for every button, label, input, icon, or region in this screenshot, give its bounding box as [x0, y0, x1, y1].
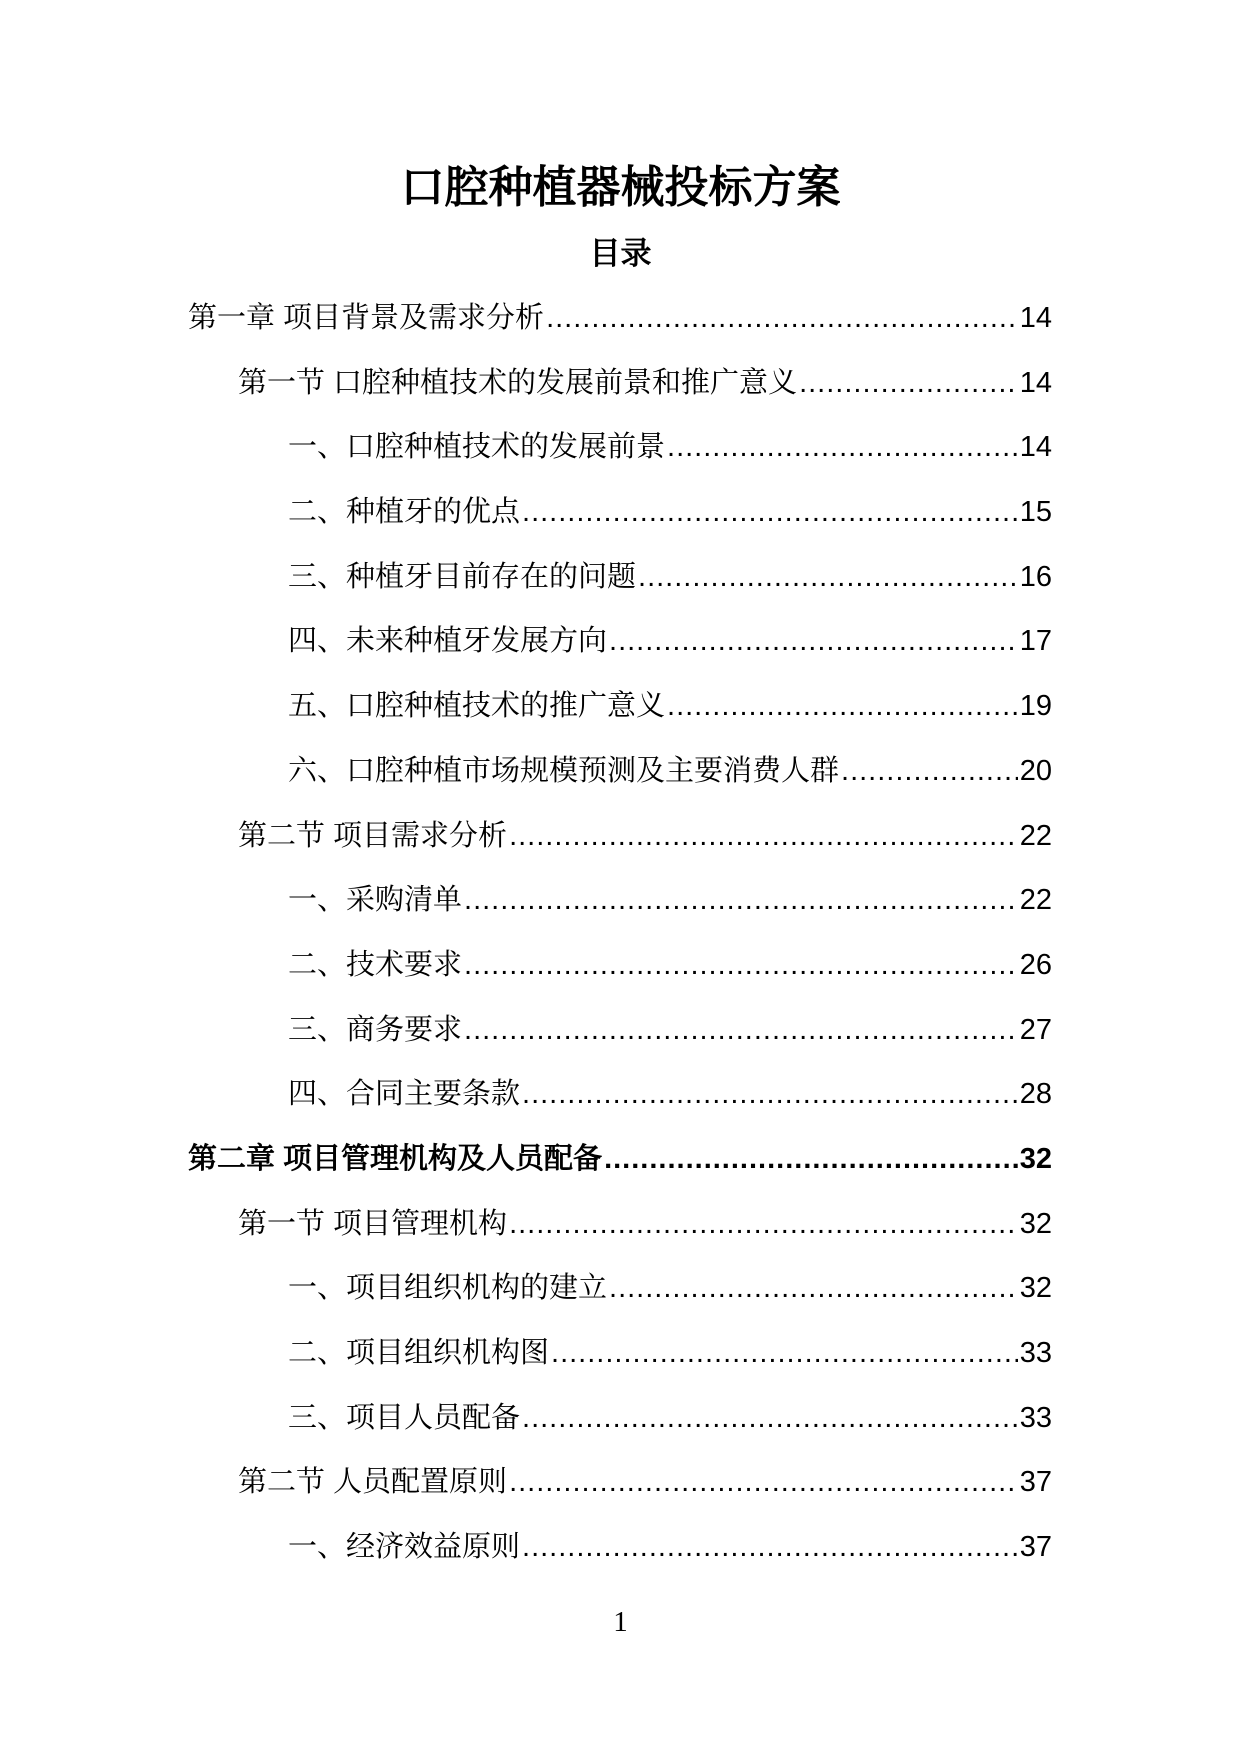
toc-entry-text: 二、技术要求 — [288, 948, 463, 981]
toc-entry-text: 四、未来种植牙发展方向 — [288, 625, 608, 658]
toc-entry-page: 26 — [1019, 948, 1052, 981]
toc-heading: 目录 — [589, 236, 652, 271]
toc-entry-page: 22 — [1019, 819, 1052, 852]
toc-entry[interactable] — [188, 363, 1052, 428]
toc-entry-page: 37 — [1019, 1466, 1052, 1499]
toc-entry[interactable] — [188, 880, 1052, 945]
toc-leader-dots — [546, 298, 1018, 338]
toc-entry[interactable] — [188, 945, 1052, 1010]
toc-entry[interactable] — [188, 427, 1052, 492]
toc-entry-page: 27 — [1019, 1013, 1052, 1046]
toc-entry[interactable] — [188, 1139, 1052, 1204]
toc-leader-dots — [509, 816, 1018, 856]
table-of-contents — [188, 298, 1052, 1592]
toc-entry-text: 第一节 项目管理机构 — [238, 1207, 508, 1240]
toc-leader-dots — [638, 557, 1018, 597]
toc-entry-page: 22 — [1019, 884, 1052, 917]
toc-entry-page: 14 — [1019, 302, 1052, 334]
toc-entry-page: 28 — [1019, 1078, 1052, 1111]
toc-entry[interactable] — [188, 492, 1052, 557]
toc-entry-page: 32 — [1019, 1207, 1052, 1240]
toc-leader-dots — [609, 1268, 1018, 1308]
toc-entry-text: 第二章 项目管理机构及人员配备 — [188, 1142, 603, 1175]
toc-entry-text: 一、采购清单 — [288, 884, 463, 917]
toc-entry-page: 17 — [1019, 625, 1052, 658]
toc-entry[interactable] — [188, 557, 1052, 622]
toc-entry-text: 五、口腔种植技术的推广意义 — [288, 690, 666, 723]
toc-entry-page: 14 — [1019, 431, 1052, 464]
toc-entry[interactable] — [188, 621, 1052, 686]
toc-leader-dots — [522, 1398, 1018, 1438]
toc-entry[interactable] — [188, 1204, 1052, 1269]
toc-entry-text: 第一章 项目背景及需求分析 — [188, 302, 545, 334]
toc-leader-dots — [667, 686, 1018, 726]
toc-entry-page: 15 — [1019, 496, 1052, 529]
toc-leader-dots — [841, 751, 1018, 791]
toc-entry-page: 20 — [1019, 754, 1052, 787]
toc-entry[interactable] — [188, 1527, 1052, 1592]
toc-entry-text: 第二节 人员配置原则 — [238, 1466, 508, 1499]
toc-entry[interactable] — [188, 1398, 1052, 1463]
toc-leader-dots — [551, 1333, 1018, 1373]
toc-entry[interactable] — [188, 686, 1052, 751]
page-number: 1 — [613, 1606, 628, 1638]
toc-entry-page: 37 — [1019, 1531, 1052, 1564]
toc-leader-dots — [522, 1074, 1018, 1114]
document-title: 口腔种植器械投标方案 — [400, 163, 841, 212]
toc-leader-dots — [667, 427, 1018, 467]
toc-entry-text: 三、商务要求 — [288, 1013, 463, 1046]
toc-entry-text: 第二节 项目需求分析 — [238, 819, 508, 852]
toc-entry[interactable] — [188, 1268, 1052, 1333]
toc-entry-text: 一、经济效益原则 — [288, 1531, 521, 1564]
toc-entry-page: 32 — [1019, 1142, 1052, 1175]
toc-entry-page: 19 — [1019, 690, 1052, 723]
toc-leader-dots — [464, 1010, 1018, 1050]
toc-entry-page: 14 — [1019, 366, 1052, 399]
toc-leader-dots — [509, 1204, 1018, 1244]
toc-entry-text: 第一节 口腔种植技术的发展前景和推广意义 — [238, 366, 798, 399]
toc-leader-dots — [464, 945, 1018, 985]
toc-entry-text: 三、项目人员配备 — [288, 1401, 521, 1434]
toc-entry-page: 33 — [1019, 1337, 1052, 1369]
toc-entry-text: 六、口腔种植市场规模预测及主要消费人群 — [288, 754, 840, 787]
toc-leader-dots — [604, 1139, 1018, 1179]
toc-entry[interactable] — [188, 1074, 1052, 1139]
toc-entry-text: 一、口腔种植技术的发展前景 — [288, 431, 666, 464]
toc-entry-page: 33 — [1019, 1401, 1052, 1434]
toc-leader-dots — [609, 621, 1018, 661]
toc-leader-dots — [522, 1527, 1018, 1567]
toc-entry-text: 三、种植牙目前存在的问题 — [288, 560, 637, 593]
toc-entry[interactable] — [188, 751, 1052, 816]
toc-entry-text: 一、项目组织机构的建立 — [288, 1272, 608, 1305]
toc-entry[interactable] — [188, 1462, 1052, 1527]
toc-leader-dots — [799, 363, 1018, 403]
toc-entry-text: 二、项目组织机构图 — [288, 1337, 550, 1369]
toc-entry-page: 16 — [1019, 560, 1052, 593]
toc-entry-text: 二、种植牙的优点 — [288, 496, 521, 529]
toc-leader-dots — [464, 880, 1018, 920]
toc-leader-dots — [522, 492, 1018, 532]
toc-entry[interactable] — [188, 298, 1052, 363]
toc-entry[interactable] — [188, 1333, 1052, 1398]
toc-entry[interactable] — [188, 1010, 1052, 1075]
toc-entry-page: 32 — [1019, 1272, 1052, 1305]
toc-leader-dots — [509, 1462, 1018, 1502]
toc-entry-text: 四、合同主要条款 — [288, 1078, 521, 1111]
toc-entry[interactable] — [188, 816, 1052, 881]
